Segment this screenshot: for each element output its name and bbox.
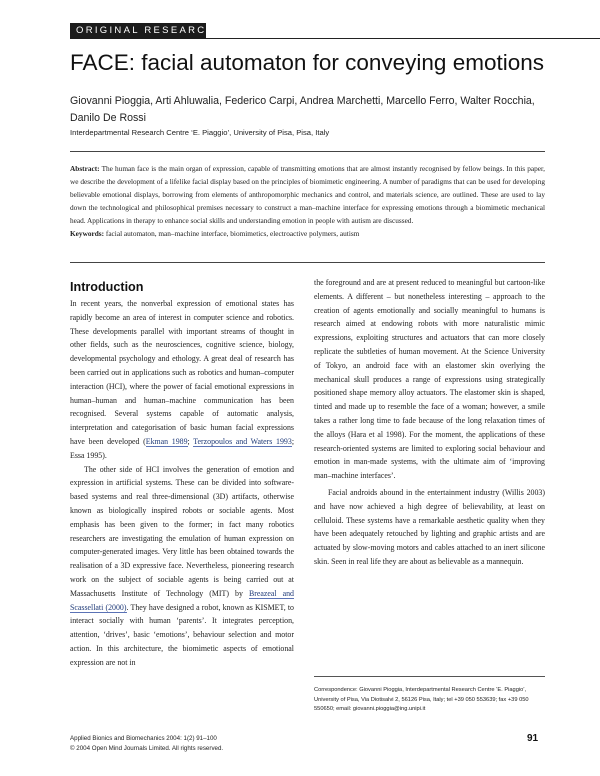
header-rule xyxy=(206,38,600,39)
paragraph-intro-2 xyxy=(70,463,294,670)
paragraph-text: In recent years, the nonverbal expression of emotional states has rapidly become an area of interest in computer science and robotics. These developments parallel with important streams of thought in other fields, such as the neurosciences, cognitive science, biology, developmental psychology and ethology. A great deal of research has been carried out in applications such as robotics and human–computer interaction (HCI), where the power of facial emotional expressions in human–human and human–machine communication has been recognised. Several systems capable of automatic analysis, interpretation and categorisation of basic human facial expressions have been developed ( xyxy=(70,299,294,446)
citation-link-breazeal[interactable]: Breazeal and Scassellati (2000) xyxy=(70,588,294,612)
citation-link-ekman[interactable]: Ekman 1989 xyxy=(145,436,188,446)
paragraph-intro-3: the foreground and are at present reduced to meaningful but cartoon-like elements. A different – but nonetheless interesting – approach to the creation of agents emotionally and socially meaningful to humans is research aimed at endowing robots with more naturalistic mimic expressions, exploiting structures and actuators that can more closely replicate the subtleties of human movement. At the Science University of Tokyo, an android face with an elastomer skin overlying the mechanical skull produces a range of expressions using strategically positioned shape memory alloy actuators. The elastomer skin is shaped, tinted and made up to resemble the face of a woman; however, a smile takes a rather long time to fade because of the long relaxation times of the alloys (Hara et al 1998). For the moment, the applications of these research-oriented systems are limited to exploring social behaviour and emotion in man-made systems, with the ultimate aim of ‘improving man–machine interfaces’. xyxy=(314,278,545,481)
abstract-bottom-rule xyxy=(70,262,545,263)
abstract-top-rule xyxy=(70,151,545,152)
journal-reference: Applied Bionics and Biomechanics 2004: 1(2) 91–100 xyxy=(70,735,217,742)
section-heading-introduction: Introduction xyxy=(70,280,144,294)
footer-citation xyxy=(70,734,223,753)
paragraph-intro-1 xyxy=(70,297,294,463)
left-column xyxy=(70,279,294,670)
correspondence-note: Correspondence: Giovanni Pioggia, Interdepartmental Research Centre ‘E. Piaggio’, University of Pisa, Via Diotisalvi 2, 56126 Pisa, Italy; tel +39 050 553639; fax +39 050 550650; email: giovanni.pioggia@ing.unipi.it xyxy=(314,687,529,713)
page-number: 91 xyxy=(527,733,539,744)
abstract-text: The human face is the main organ of expression, capable of transmitting emotions that are almost instantly recognised by fellow beings. In this paper, we describe the development of a lifelike facial display based on the principles of biomimetic engineering. A number of paradigms that can be used for developing believable emotional displays, borrowing from elements of anthropomorphic mechanics and control, and materials science, are outlined. These are used to lay down the technological and philosophical premises necessary to construct a man–machine interface for expressing emotions through a biomimetic mechanical head. Applications in therapy to enhance social skills and understanding emotion in people with autism are discussed. xyxy=(70,164,545,225)
abstract-label: Abstract: xyxy=(70,164,100,173)
paragraph-text-end: . They have designed a robot, known as KISMET, to interact socially with human ‘parents’. It integrates perception, attention, ‘drives’, basic ‘emotions’, behaviour selection and motor action. In this architecture, the biomimetic aspects of emotional expression are not in xyxy=(70,602,294,667)
author-list: Giovanni Pioggia, Arti Ahluwalia, Federico Carpi, Andrea Marchetti, Marcello Ferro, Walter Rocchia, Danilo De Rossi xyxy=(70,95,535,124)
citation-link-terzopoulos[interactable]: Terzopoulos and Waters 1993 xyxy=(193,436,292,446)
copyright-notice: © 2004 Open Mind Journals Limited. All rights reserved. xyxy=(70,744,224,752)
correspondence-rule xyxy=(314,676,545,677)
right-column xyxy=(314,276,545,569)
keywords-label: Keywords: xyxy=(70,228,105,238)
section-label: ORIGINAL RESEARCH xyxy=(70,23,206,39)
keywords-text: facial automaton, man–machine interface, biomimetics, electroactive polymers, autism xyxy=(105,228,360,238)
paragraph-text-end: ; Essa 1995). xyxy=(70,436,295,460)
citation-separator: ; xyxy=(187,436,194,446)
abstract-block xyxy=(70,163,545,240)
affiliation: Interdepartmental Research Centre ‘E. Piaggio’, University of Pisa, Pisa, Italy xyxy=(70,128,330,137)
paragraph-intro-4: Facial androids abound in the entertainment industry (Willis 2003) and have now achieved a high degree of believability, at least on celluloid. These systems have a remarkable aesthetic quality when they have been adequately retouched by lighting and graphic artists and are actuated by slow-moving motors and cables attached to an inert silicone skin. Seen in real life they are about as believable as a mannequin. xyxy=(314,487,545,566)
article-title: FACE: facial automaton for conveying emotions xyxy=(70,50,544,75)
paragraph-text: The other side of HCI involves the generation of emotion and expression in artificial systems. These can be divided into software-based systems and real three-dimensional (3D) artifacts, otherwise known as biologically inspired robots or sociable agents. Most emphasis has been given to the former; in fact many robotics researchers are investigating the emulation of human expression on computer-generated images. Very little has been obtained towards the realisation of a 3D expressive face. Nevertheless, pioneering research work on the subject of sociable agents is being carried out at Massachusetts Institute of Technology (MIT) by xyxy=(70,464,294,598)
